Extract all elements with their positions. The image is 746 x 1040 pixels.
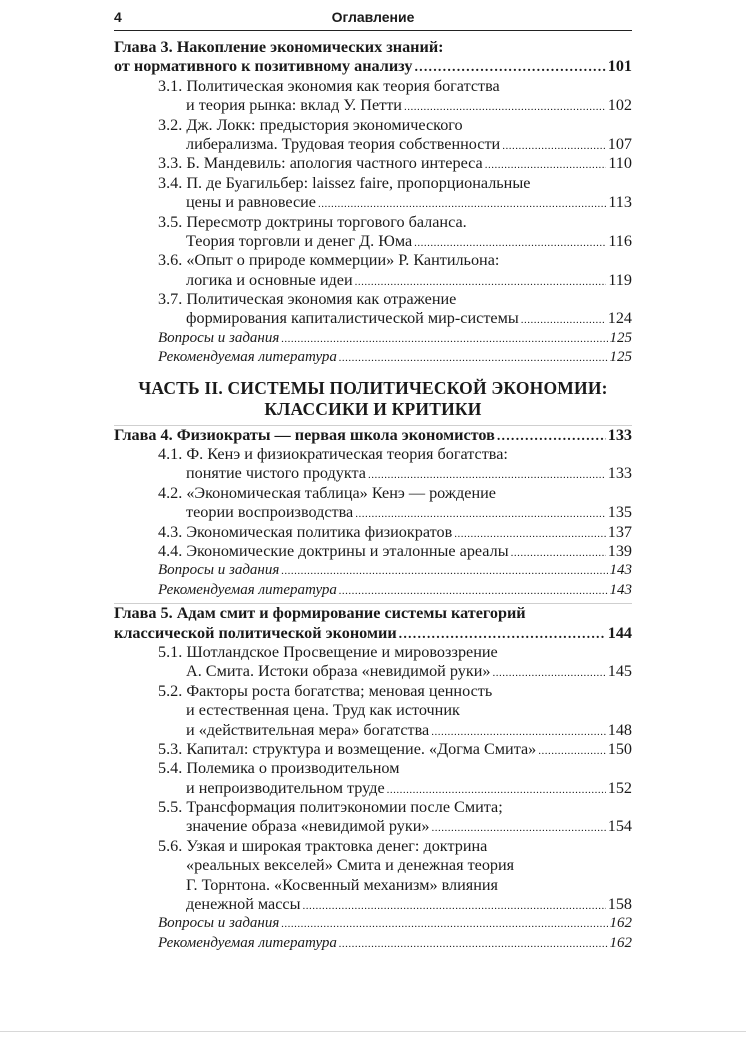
toc-section-entry-text: теории воспроизводства (186, 503, 354, 522)
part-heading-line: КЛАССИКИ И КРИТИКИ (264, 399, 482, 420)
toc-section-entry (114, 154, 632, 173)
chapter-title-text: Глава 3. Накопление экономических знаний: (114, 38, 444, 56)
toc-section-entry (114, 445, 632, 464)
literature-entry (114, 934, 632, 953)
chapter-title-text: от нормативного к позитивному анализу (114, 57, 413, 76)
toc-section-entry (114, 96, 632, 115)
page-ref: 102 (607, 96, 632, 115)
dot-leader (502, 135, 606, 156)
part-heading (114, 378, 632, 421)
chapter-title (114, 603, 632, 623)
dot-leader (511, 542, 606, 563)
toc-section-entry (114, 290, 632, 309)
toc-section-entry-text: 5.4. Полемика о производительном (158, 759, 400, 778)
toc-section-entry-text: 5.6. Узкая и широкая трактовка денег: доктрина (158, 836, 488, 855)
toc-section-entry (114, 523, 632, 542)
page-ref: 107 (607, 134, 632, 153)
dot-leader (281, 914, 607, 934)
toc-section-entry-text: 4.4. Экономические доктрины и эталонные ареалы (158, 541, 509, 560)
part-heading-line: ЧАСТЬ II. СИСТЕМЫ ПОЛИТИЧЕСКОЙ ЭКОНОМИИ: (138, 377, 608, 398)
dot-leader (302, 895, 605, 916)
toc-section-entry-text: 4.1. Ф. Кенэ и физиократическая теория богатства: (158, 445, 508, 464)
toc-section-entry (114, 779, 632, 798)
page-number: 4 (114, 9, 122, 25)
page-ref: 125 (609, 329, 632, 346)
page-ref: 139 (607, 541, 632, 560)
page-ref: 144 (607, 623, 632, 642)
dot-leader (355, 503, 606, 524)
page-ref: 116 (608, 231, 632, 250)
literature-entry (114, 348, 632, 367)
toc-section-entry-text: Г. Торнтона. «Косвенный механизм» влияния (186, 875, 498, 894)
toc-section-entry (114, 464, 632, 483)
dot-leader (339, 934, 608, 954)
dot-leader (339, 581, 608, 601)
toc-section-entry (114, 856, 632, 875)
toc-section-entry-text: 3.1. Политическая экономия как теория богатства (158, 76, 500, 95)
chapter-title (114, 425, 632, 445)
toc-section-entry (114, 503, 632, 522)
chapter-title (114, 38, 632, 57)
literature-entry-text: Рекомендуемая литература (158, 349, 337, 366)
toc-section-entry (114, 309, 632, 328)
literature-entry-text: Рекомендуемая литература (158, 934, 337, 951)
questions-entry (114, 561, 632, 580)
toc-section-entry (114, 798, 632, 817)
toc-section-entry (114, 759, 632, 778)
page-ref: 135 (607, 503, 632, 522)
chapter-title-text: Глава 4. Физиократы — первая школа экономистов (114, 425, 495, 444)
dot-leader (404, 96, 606, 117)
running-title: Оглавление (331, 9, 415, 25)
toc-section-entry (114, 542, 632, 561)
toc-section-entry (114, 740, 632, 759)
toc-section-entry-text: «реальных векселей» Смита и денежная теория (186, 856, 515, 875)
chapter-title (114, 624, 632, 643)
dot-leader (399, 624, 606, 644)
toc-section-entry (114, 701, 632, 720)
page-ref: 152 (607, 778, 632, 797)
page-header (114, 6, 632, 31)
page-ref: 154 (607, 817, 632, 836)
table-of-contents (114, 35, 632, 953)
toc-section-entry-text: 5.2. Факторы роста богатства; меновая ценность (158, 681, 493, 700)
page-ref: 101 (607, 57, 632, 76)
dot-leader (538, 740, 605, 761)
toc-section-entry-text: 4.3. Экономическая политика физиократов (158, 522, 453, 541)
dot-leader (432, 817, 606, 838)
questions-entry (114, 329, 632, 348)
toc-section-entry (114, 662, 632, 681)
toc-section-entry-text: 3.3. Б. Мандевиль: апология частного интереса (158, 154, 483, 173)
toc-section-entry (114, 174, 632, 193)
dot-leader (281, 561, 607, 581)
dot-leader (368, 464, 606, 485)
toc-section-entry-text: и «действительная мера» богатства (186, 720, 430, 739)
chapter-title-text: классической политической экономии (114, 623, 397, 642)
page-ref: 133 (607, 425, 632, 444)
chapter-title (114, 57, 632, 76)
questions-entry-text: Вопросы и задания (158, 915, 280, 932)
dot-leader (355, 271, 607, 292)
dot-leader (387, 779, 606, 800)
dot-leader (431, 721, 605, 742)
toc-section-entry-text: 5.3. Капитал: структура и возмещение. «Догма Смита» (158, 739, 537, 758)
toc-section-entry (114, 232, 632, 251)
toc-section-entry (114, 213, 632, 232)
toc-section-entry-text: 3.6. «Опыт о природе коммерции» Р. Кантильона: (158, 251, 500, 270)
toc-section-entry-text: 3.5. Пересмотр доктрины торгового баланса. (158, 212, 467, 231)
page-ref: 148 (607, 720, 632, 739)
questions-entry (114, 914, 632, 933)
toc-section-entry (114, 116, 632, 135)
page-ref: 113 (608, 193, 632, 212)
toc-section-entry (114, 643, 632, 662)
toc-section-entry-text: и теория рынка: вклад У. Петти (186, 96, 402, 115)
toc-section-entry-text: Теория торговли и денег Д. Юма (186, 231, 413, 250)
toc-section-entry-text: 3.4. П. де Буагильбер: laissez faire, пропорциональные (158, 173, 531, 192)
toc-section-entry-text: понятие чистого продукта (186, 464, 366, 483)
page-ref: 119 (608, 270, 632, 289)
toc-section-entry-text: логика и основные идеи (186, 270, 353, 289)
toc-section-entry-text: 4.2. «Экономическая таблица» Кенэ — рождение (158, 483, 496, 502)
toc-section-entry-text: денежной массы (186, 895, 301, 914)
page-ref: 137 (607, 522, 632, 541)
toc-section-entry (114, 895, 632, 914)
page-ref: 143 (609, 562, 632, 579)
toc-section-entry (114, 682, 632, 701)
toc-section-entry-text: 5.1. Шотландское Просвещение и мировоззрение (158, 642, 498, 661)
toc-section-entry (114, 193, 632, 212)
dot-leader (318, 193, 606, 214)
page-ref: 125 (609, 349, 632, 366)
dot-leader (492, 662, 605, 683)
literature-entry-text: Рекомендуемая литература (158, 581, 337, 598)
toc-section-entry (114, 484, 632, 503)
literature-entry (114, 581, 632, 600)
toc-section-entry-text: цены и равновесие (186, 193, 316, 212)
page-ref: 150 (607, 739, 632, 758)
page-bottom-rule (0, 1031, 746, 1032)
page-ref: 124 (607, 309, 632, 328)
toc-section-entry-text: и естественная цена. Труд как источник (186, 701, 460, 720)
chapter-title-text: Глава 5. Адам смит и формирование системы категорий (114, 604, 526, 623)
page-ref: 143 (609, 581, 632, 598)
page-ref: 158 (607, 895, 632, 914)
toc-section-entry (114, 271, 632, 290)
page-ref: 133 (607, 464, 632, 483)
toc-section-entry (114, 876, 632, 895)
toc-section-entry-text: либерализма. Трудовая теория собственности (186, 134, 501, 153)
questions-entry-text: Вопросы и задания (158, 562, 280, 579)
dot-leader (281, 329, 607, 349)
toc-section-entry (114, 721, 632, 740)
toc-section-entry-text: 3.2. Дж. Локк: предыстория экономического (158, 115, 463, 134)
toc-section-entry-text: 5.5. Трансформация политэкономии после Смита; (158, 798, 503, 817)
toc-section-entry-text: 3.7. Политическая экономия как отражение (158, 290, 457, 309)
page-ref: 110 (608, 154, 632, 173)
dot-leader (521, 309, 606, 330)
toc-section-entry-text: формирования капиталистической мир-системы (186, 309, 519, 328)
dot-leader (414, 232, 606, 253)
toc-section-entry (114, 135, 632, 154)
page-ref: 145 (607, 662, 632, 681)
dot-leader (339, 348, 608, 368)
dot-leader (497, 426, 606, 446)
dot-leader (485, 154, 607, 175)
toc-section-entry-text: и непроизводительном труде (186, 778, 385, 797)
page-ref: 162 (609, 915, 632, 932)
toc-section-entry (114, 817, 632, 836)
toc-section-entry-text: А. Смита. Истоки образа «невидимой руки» (186, 662, 491, 681)
toc-section-entry (114, 77, 632, 96)
toc-section-entry (114, 251, 632, 270)
dot-leader (414, 57, 605, 77)
questions-entry-text: Вопросы и задания (158, 329, 280, 346)
toc-section-entry (114, 837, 632, 856)
toc-section-entry-text: значение образа «невидимой руки» (186, 817, 430, 836)
page-ref: 162 (609, 934, 632, 951)
dot-leader (454, 523, 606, 544)
